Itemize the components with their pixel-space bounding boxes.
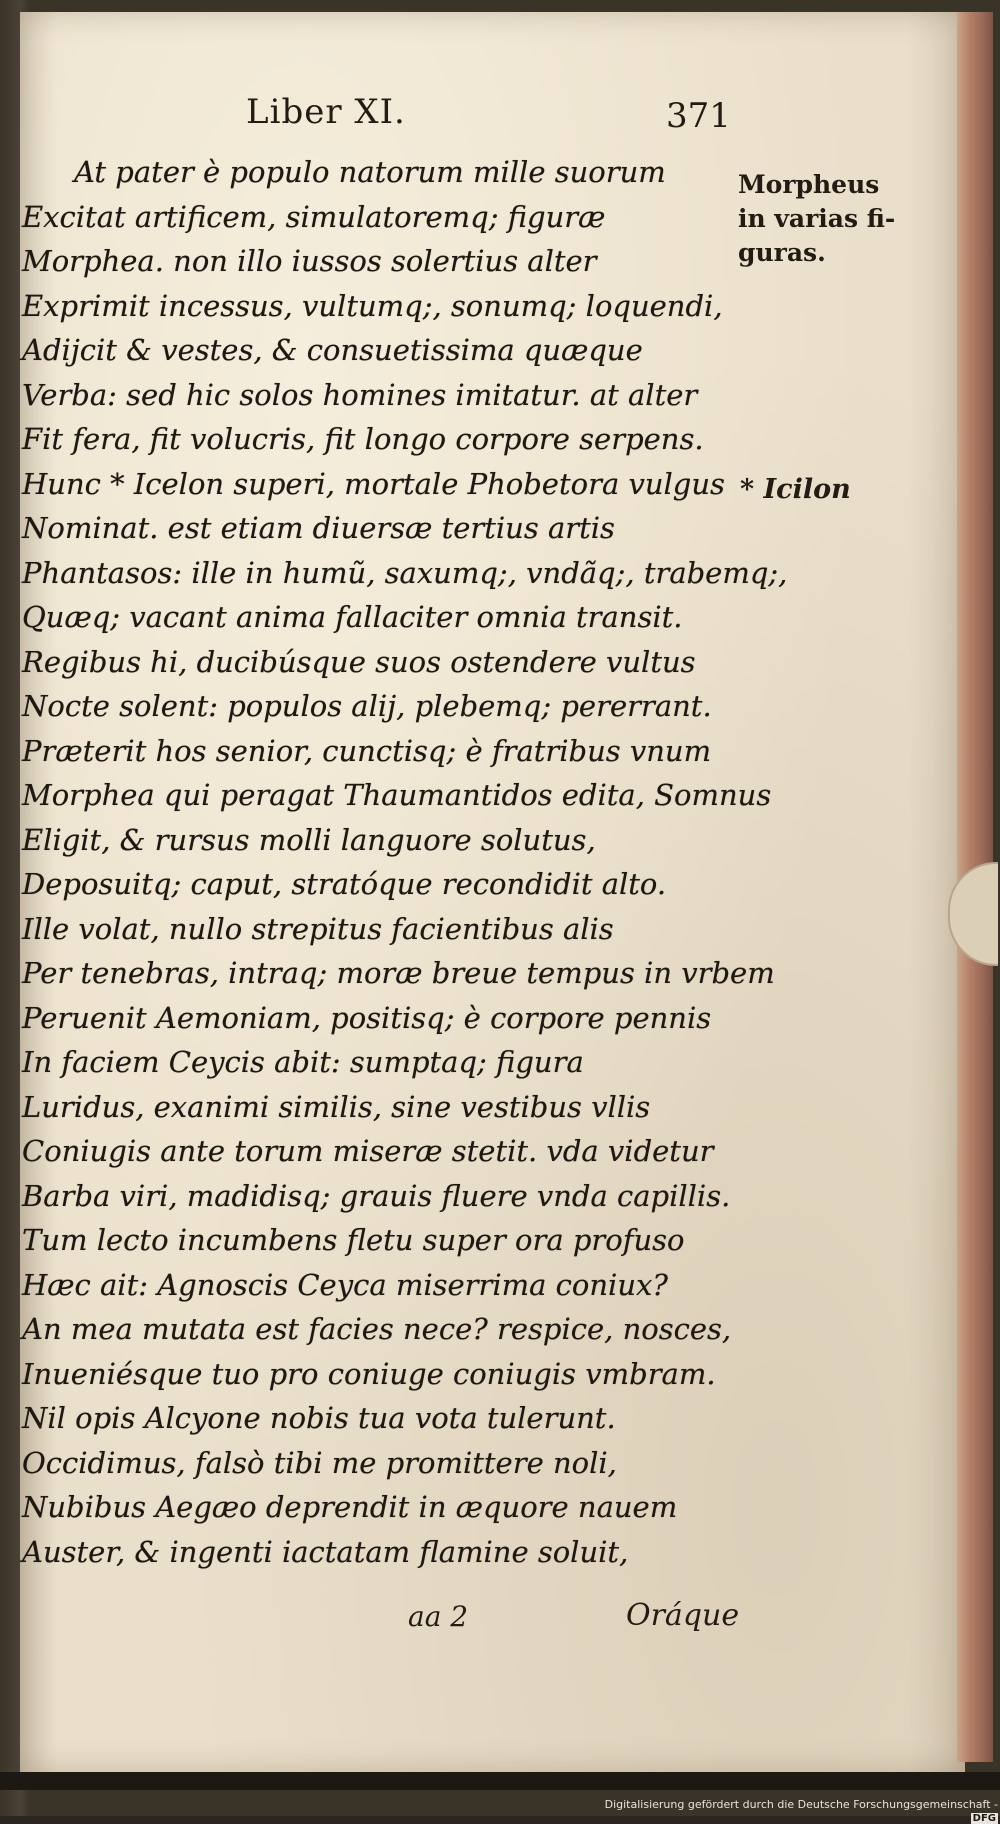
verse-line: Ille volat, nullo strepitus facientibus alis	[22, 911, 614, 946]
verse-line: Nubibus Aegæo deprendit in æquore nauem	[22, 1490, 678, 1524]
page-number: 371	[666, 96, 731, 136]
verse-line: Luridus, exanimi similis, sine vestibus vllis	[22, 1089, 651, 1124]
verse-line: Nil opis Alcyone nobis tua vota tulerunt.	[22, 1401, 616, 1435]
verse-line: At pater è populo natorum mille suorum	[74, 155, 666, 189]
signature-mark: aa 2	[408, 1600, 469, 1633]
digitization-credit	[600, 1798, 998, 1824]
margin-note-line: guras.	[738, 238, 826, 267]
verse-line: Verba: sed hic solos homines imitatur. at alter	[22, 377, 698, 412]
verse-line: Phantasos: ille in humũ, saxumq;, vndãq;, trabemq;,	[22, 555, 788, 590]
verse-line: Occidimus, falsò tibi me promittere noli,	[22, 1445, 617, 1480]
verse-line: Exprimit incessus, vultumq;, sonumq; loquendi,	[22, 288, 723, 323]
verse-line: Regibus hi, ducibúsque suos ostendere vultus	[22, 644, 696, 679]
verse-line: Nominat. est etiam diuersæ tertius artis	[22, 511, 615, 545]
verse-line: Morphea qui peragat Thaumantidos edita, Somnus	[22, 778, 772, 812]
verse-line: Adijcit & vestes, & consuetissima quæque	[22, 333, 643, 367]
verse-line: Quæq; vacant anima fallaciter omnia transit.	[22, 600, 683, 634]
verse-line: Fit fera, fit volucris, fit longo corpore serpens.	[22, 422, 704, 456]
bottom-shadow	[0, 1772, 1000, 1790]
verse-line: Morphea. non illo iussos solertius alter	[22, 244, 597, 278]
margin-note-line: in varias fi-	[738, 204, 896, 233]
verse-line: Deposuitq; caput, stratóque recondidit alto.	[22, 867, 667, 901]
catchword: Oráque	[626, 1598, 740, 1633]
verse-line: Inueniésque tuo pro coniuge coniugis vmbram.	[22, 1356, 716, 1391]
verse-line: Peruenit Aemoniam, positisq; è corpore pennis	[22, 1000, 712, 1035]
credit-text: Digitalisierung gefördert durch die Deutsche Forschungsgemeinschaft -	[604, 1798, 998, 1811]
running-head: Liber XI.	[246, 92, 406, 132]
verse-line: Barba viri, madidisq; grauis fluere vnda capillis.	[22, 1178, 731, 1213]
verse-line: Excitat artificem, simulatoremq; figuræ	[22, 199, 606, 234]
margin-note-line: Morpheus	[738, 170, 880, 199]
verse-line: Coniugis ante torum miseræ stetit. vda videtur	[22, 1134, 714, 1168]
margin-note-icilon: * Icilon	[740, 474, 851, 505]
verse-line: Nocte solent: populos alij, plebemq; pererrant.	[22, 689, 712, 723]
verse-line: Hunc * Icelon superi, mortale Phobetora vulgus	[22, 466, 725, 501]
verse-line: Præterit hos senior, cunctisq; è fratribus vnum	[22, 733, 712, 768]
verse-line: Eligit, & rursus molli languore solutus,	[22, 822, 596, 857]
verse-line: In faciem Ceycis abit: sumptaq; figura	[22, 1045, 584, 1079]
verse-line: Hæc ait: Agnoscis Ceyca miserrima coniux?	[22, 1267, 668, 1302]
dfg-logo: DFG	[972, 1813, 996, 1824]
verse-line: Per tenebras, intraq; moræ breue tempus in vrbem	[22, 956, 775, 990]
verse-line: An mea mutata est facies nece? respice, nosces,	[22, 1312, 732, 1346]
margin-note-morpheus	[738, 168, 895, 270]
verse-line: Auster, & ingenti iactatam flamine soluit,	[22, 1534, 629, 1569]
verse-line: Tum lecto incumbens fletu super ora profuso	[22, 1223, 685, 1257]
